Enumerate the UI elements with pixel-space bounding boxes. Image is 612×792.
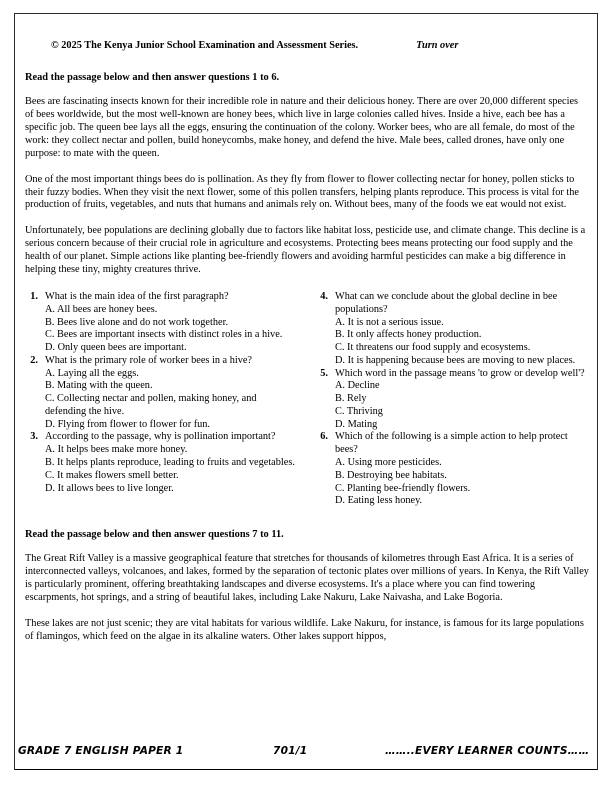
footer-paper-code: 701/1	[273, 745, 308, 757]
question-number: 1.	[30, 291, 38, 303]
question-option-a[interactable]: A. It helps bees make more honey.	[45, 444, 188, 456]
question-stem: According to the passage, why is pollination important?	[45, 431, 276, 443]
footer-paper-title: GRADE 7 ENGLISH PAPER 1	[18, 745, 184, 757]
question-option-a[interactable]: A. Using more pesticides.	[335, 457, 442, 469]
questions-column-right	[315, 291, 587, 508]
question-number: 5.	[320, 367, 328, 379]
question-item	[25, 431, 297, 495]
question-body	[45, 291, 297, 355]
passage-2-paragraph-2: These lakes are not just scenic; they are vital habitats for various wildlife. Lake Nakuru, for instance, is famous for its large populations of flamingos, which feed on the algae in its alkaline waters. Other lakes support hippos,	[25, 617, 584, 642]
instruction-questions-1-to-6: Read the passage below and then answer questions 1 to 6.	[25, 72, 280, 83]
question-option-c[interactable]: C. Thriving	[335, 405, 383, 417]
question-stem: What can we conclude about the global decline in bee populations?	[335, 291, 558, 315]
question-body	[335, 368, 587, 432]
question-item	[315, 431, 587, 508]
turn-over-label: Turn over	[416, 40, 459, 51]
question-option-d[interactable]: D. Mating	[335, 418, 378, 430]
page-header	[51, 40, 589, 51]
question-number: 3.	[30, 431, 38, 443]
question-item	[25, 291, 297, 355]
copyright-notice: © 2025 The Kenya Junior School Examination and Assessment Series.	[51, 40, 359, 51]
question-number: 4.	[320, 291, 328, 303]
question-number: 6.	[320, 431, 328, 443]
question-body	[45, 355, 297, 432]
passage-1-paragraph-3: Unfortunately, bee populations are declining globally due to factors like habitat loss, pesticide use, and climate change. This decline is a serious concern because of their crucial role in agriculture and ecosystems. Protecting bees means protecting our food supply and the health of our planet. Simple actions like planting bee-friendly flowers and avoiding harmful pesticides can make a big difference in helping these tiny, mighty creatures thrive.	[25, 225, 586, 276]
page-content	[25, 22, 589, 644]
question-option-b[interactable]: B. Bees live alone and do not work together.	[45, 316, 229, 328]
passage-1-paragraph-2: One of the most important things bees do is pollination. As they fly from flower to flower collecting nectar for honey, pollen sticks to their fuzzy bodies. When they visit the next flower, some of this pollen transfers, helping plants reproduce. This process is vital for the production of fruits, vegetables, and nuts that humans and animals rely on. Without bees, many of the foods we eat would not exist.	[25, 173, 579, 211]
question-option-b[interactable]: B. It helps plants reproduce, leading to fruits and vegetables.	[45, 457, 295, 469]
page-footer	[18, 745, 596, 757]
question-option-d[interactable]: D. Eating less honey.	[335, 495, 423, 507]
question-option-c[interactable]: C. Planting bee-friendly flowers.	[335, 482, 471, 494]
question-option-d[interactable]: D. It is happening because bees are moving to new places.	[335, 354, 576, 366]
question-option-a[interactable]: A. All bees are honey bees.	[45, 303, 158, 315]
instruction-questions-7-to-11: Read the passage below and then answer questions 7 to 11.	[25, 529, 284, 541]
questions-column-left	[25, 291, 297, 508]
question-stem: What is the primary role of worker bees in a hive?	[45, 354, 253, 366]
question-stem: Which word in the passage means 'to grow or develop well'?	[335, 367, 585, 379]
question-option-d[interactable]: D. Only queen bees are important.	[45, 342, 187, 354]
question-option-a[interactable]: A. Decline	[335, 380, 380, 392]
question-option-b[interactable]: B. Rely	[335, 393, 367, 405]
question-item	[315, 368, 587, 432]
question-item	[315, 291, 587, 368]
question-option-c[interactable]: C. Collecting nectar and pollen, making honey, and defending the hive.	[45, 393, 257, 417]
passage-2-paragraph-1: The Great Rift Valley is a massive geographical feature that stretches for thousands of kilometres through East Africa. It is a series of interconnected valleys, volcanoes, and lakes, formed by the separation of tectonic plates over millions of years. In Kenya, the Rift Valley is particularly prominent, offering breathtaking landscapes and diverse ecosystems. It's a place where you can find towering escarpments, hot springs, and a string of beautiful lakes, including Lake Nakuru, Lake Naivasha, and Lake Bogoria.	[25, 553, 589, 603]
question-option-c[interactable]: C. It makes flowers smell better.	[45, 469, 179, 481]
question-option-a[interactable]: A. Laying all the eggs.	[45, 367, 139, 379]
question-option-c[interactable]: C. It threatens our food supply and ecosystems.	[335, 342, 531, 354]
question-number: 2.	[30, 354, 38, 366]
question-option-b[interactable]: B. Mating with the queen.	[45, 380, 153, 392]
question-option-b[interactable]: B. It only affects honey production.	[335, 329, 482, 341]
question-body	[335, 431, 587, 508]
question-body	[335, 291, 587, 368]
questions-block-1-to-6	[25, 291, 589, 508]
question-option-b[interactable]: B. Destroying bee habitats.	[335, 469, 447, 481]
question-body	[45, 431, 297, 495]
footer-slogan: ……..EVERY LEARNER COUNTS……	[385, 745, 590, 757]
question-option-d[interactable]: D. Flying from flower to flower for fun.	[45, 418, 211, 430]
question-option-a[interactable]: A. It is not a serious issue.	[335, 316, 444, 328]
passage-1-paragraph-1: Bees are fascinating insects known for their incredible role in nature and their delicious honey. There are over 20,000 different species of bees worldwide, but the most well-known are honey bees, which live in large colonies called hives. Inside a hive, each bee has a specific job. The queen bee lays all the eggs, ensuring the continuation of the colony. Worker bees, who are all female, do most of the work: they collect nectar and pollen, build honeycombs, make honey, and defend the hive. Male bees, called drones, have only one purpose: to mate with the queen.	[25, 96, 579, 159]
question-stem: What is the main idea of the first paragraph?	[45, 291, 229, 303]
question-option-c[interactable]: C. Bees are important insects with distinct roles in a hive.	[45, 329, 283, 341]
footer-divider-rule	[15, 769, 597, 770]
question-option-d[interactable]: D. It allows bees to live longer.	[45, 482, 174, 494]
question-stem: Which of the following is a simple action to help protect bees?	[335, 431, 568, 456]
question-item	[25, 355, 297, 432]
